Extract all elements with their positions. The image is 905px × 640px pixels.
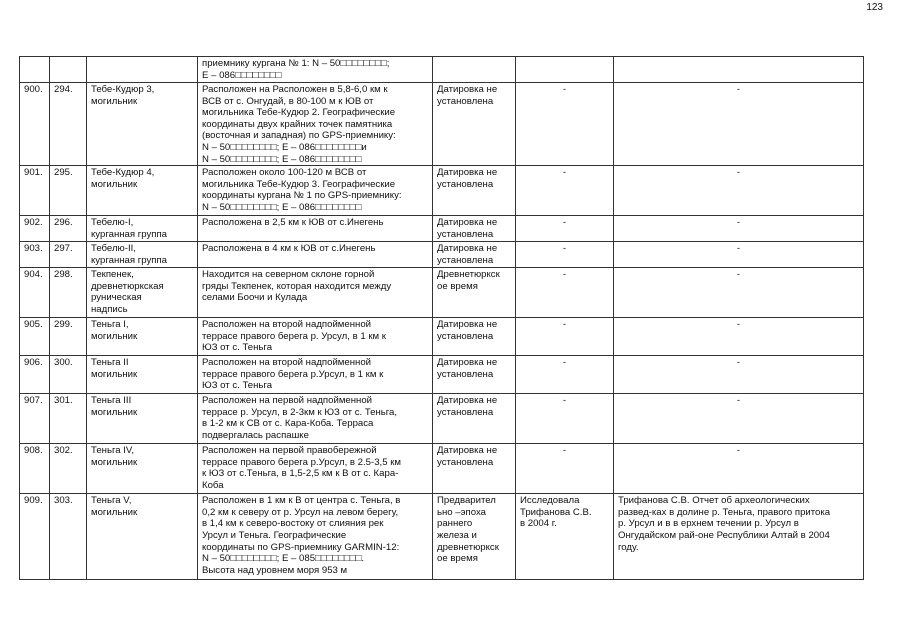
researcher-cell: [516, 166, 614, 216]
location-description-line: Расположен на второй надпойменной: [202, 319, 372, 331]
location-description-cell: [198, 83, 433, 166]
dating-cell: [433, 444, 516, 494]
location-description-cell: [198, 57, 433, 83]
row-number-cell: 902.: [20, 216, 50, 242]
row-number-cell: 906.: [20, 356, 50, 394]
location-description-line: Высота над уровнем моря 953 м: [202, 564, 348, 576]
dating-line: Датировка не: [437, 445, 498, 457]
table-row: [20, 494, 864, 580]
monument-name-line: надпись: [91, 303, 128, 315]
researcher-line: Трифанова С.В.: [520, 506, 592, 518]
monument-name-line: могильник: [91, 368, 138, 380]
literature-line: -: [736, 395, 741, 407]
location-description-line: селами Боочи и Кулада: [202, 292, 308, 304]
location-description-line: в 1,4 км к северо-востоку от слияния рек: [202, 518, 384, 530]
monument-name-line: Тебелю-I,: [91, 217, 134, 229]
dating-line: Датировка не: [437, 167, 498, 179]
researcher-cell: [516, 83, 614, 166]
dating-line: Датировка не: [437, 319, 498, 331]
dating-line: ьно –эпоха: [437, 506, 486, 518]
monument-name-cell: [87, 57, 198, 83]
researcher-cell: [516, 318, 614, 356]
location-description-cell: [198, 268, 433, 318]
registry-id-cell: 302.: [50, 444, 87, 494]
table-row: [20, 356, 864, 394]
dating-cell: [433, 356, 516, 394]
registry-id-cell: 300.: [50, 356, 87, 394]
monument-name-line: могильник: [91, 506, 138, 518]
literature-line: р. Урсул и в в ерхнем течении р. Урсул в: [618, 518, 799, 530]
location-description-line: террасе правого берега р.Урсул, в 2.5-3,5 км: [202, 456, 401, 468]
location-description-line: террасе р. Урсул, в 2-3км к ЮЗ от с. Теньга,: [202, 406, 398, 418]
dating-line: установлена: [437, 368, 494, 380]
dating-line: установлена: [437, 95, 494, 107]
monument-name-line: могильник: [91, 406, 138, 418]
location-description-line: гряды Текпенек, которая находится между: [202, 280, 392, 292]
literature-cell: [614, 494, 864, 580]
dating-line: Датировка не: [437, 217, 498, 229]
researcher-cell: [516, 394, 614, 444]
monument-name-cell: [87, 242, 198, 268]
location-description-cell: [198, 216, 433, 242]
dating-cell: [433, 494, 516, 580]
location-description-cell: [198, 318, 433, 356]
table-row: [20, 242, 864, 268]
literature-line: развед-ках в долине р. Теньга, правого притока: [618, 506, 831, 518]
literature-line: Трифанова С.В. Отчет об археологических: [618, 495, 810, 507]
monument-name-line: курганная группа: [91, 254, 167, 266]
row-number-cell: 907.: [20, 394, 50, 444]
row-number-cell: 904.: [20, 268, 50, 318]
dating-line: установлена: [437, 228, 494, 240]
dating-line: Датировка не: [437, 243, 498, 255]
row-number-cell: [20, 57, 50, 83]
researcher-line: Исследовала: [520, 495, 580, 507]
dating-cell: [433, 83, 516, 166]
registry-id-cell: 295.: [50, 166, 87, 216]
dating-line: установлена: [437, 456, 494, 468]
location-description-cell: [198, 166, 433, 216]
researcher-line: -: [562, 269, 567, 281]
monument-name-line: Текпенек,: [91, 269, 134, 281]
dating-cell: [433, 268, 516, 318]
registry-id-cell: 298.: [50, 268, 87, 318]
literature-cell: [614, 268, 864, 318]
dating-cell: [433, 57, 516, 83]
monument-name-line: могильник: [91, 178, 138, 190]
researcher-cell: [516, 57, 614, 83]
monument-name-line: курганная группа: [91, 228, 167, 240]
dating-line: Датировка не: [437, 357, 498, 369]
dating-line: установлена: [437, 330, 494, 342]
literature-cell: [614, 242, 864, 268]
researcher-cell: [516, 268, 614, 318]
row-number-cell: 900.: [20, 83, 50, 166]
dating-cell: [433, 318, 516, 356]
monument-name-line: руническая: [91, 292, 142, 304]
row-number-cell: 901.: [20, 166, 50, 216]
registry-id-cell: [50, 57, 87, 83]
dating-line: установлена: [437, 254, 494, 266]
location-description-line: террасе правого берега р. Урсул, в 1 км к: [202, 330, 386, 342]
dating-line: железа и: [437, 529, 477, 541]
registry-id-cell: 297.: [50, 242, 87, 268]
researcher-line: -: [562, 445, 567, 457]
dating-cell: [433, 166, 516, 216]
literature-line: году.: [618, 541, 639, 553]
monument-name-line: Теньга IV,: [91, 445, 135, 457]
location-description-line: Урсул и Теньга. Географические: [202, 529, 347, 541]
location-description-line: N – 50□□□□□□□□; E – 085□□□□□□□□.: [202, 553, 365, 565]
table-row: [20, 57, 864, 83]
researcher-line: -: [562, 217, 567, 229]
location-description-cell: [198, 394, 433, 444]
literature-cell: [614, 166, 864, 216]
location-description-line: Расположен около 100-120 м ВСВ от: [202, 167, 367, 179]
dating-line: ое время: [437, 280, 478, 292]
monument-name-line: Теньга III: [91, 395, 132, 407]
location-description-cell: [198, 356, 433, 394]
monument-name-line: Теньга II: [91, 357, 129, 369]
dating-line: Датировка не: [437, 395, 498, 407]
researcher-line: -: [562, 319, 567, 331]
literature-cell: [614, 444, 864, 494]
researcher-cell: [516, 494, 614, 580]
table-row: [20, 318, 864, 356]
literature-line: -: [736, 445, 741, 457]
location-description-line: E – 086□□□□□□□□: [202, 69, 282, 81]
monument-name-line: Теньга I,: [91, 319, 129, 331]
location-description-line: могильника Тебе-Кудюр 3. Географические: [202, 178, 396, 190]
monument-name-cell: [87, 166, 198, 216]
researcher-line: -: [562, 167, 567, 179]
monument-name-cell: [87, 494, 198, 580]
researcher-cell: [516, 356, 614, 394]
monument-name-cell: [87, 394, 198, 444]
monument-name-cell: [87, 268, 198, 318]
table-row: [20, 268, 864, 318]
literature-cell: [614, 318, 864, 356]
location-description-line: Расположен на первой правобережной: [202, 445, 377, 457]
dating-cell: [433, 216, 516, 242]
researcher-line: -: [562, 357, 567, 369]
table-row: [20, 83, 864, 166]
row-number-cell: 909.: [20, 494, 50, 580]
dating-line: Датировка не: [437, 84, 498, 95]
researcher-cell: [516, 242, 614, 268]
location-description-line: Расположен в 1 км к В от центра с. Теньга, в: [202, 495, 401, 507]
dating-line: Древнетюркск: [437, 269, 500, 281]
researcher-line: -: [562, 84, 567, 95]
table-row: [20, 394, 864, 444]
literature-cell: [614, 356, 864, 394]
literature-line: -: [736, 243, 741, 255]
location-description-line: Расположен на Расположен в 5,8-6,0 км к: [202, 84, 388, 95]
location-description-line: Находится на северном склоне горной: [202, 269, 375, 281]
table-row: [20, 444, 864, 494]
location-description-line: приемнику кургана № 1: N – 50□□□□□□□□;: [202, 58, 390, 69]
literature-line: Онгудайском рай-оне Республики Алтай в 2004: [618, 529, 830, 541]
location-description-line: ЮЗ от с. Теньга: [202, 342, 273, 354]
monument-name-line: могильник: [91, 95, 138, 107]
dating-line: ое время: [437, 553, 478, 565]
monument-name-line: могильник: [91, 456, 138, 468]
monuments-table: [19, 56, 864, 580]
monument-name-line: Тебелю-II,: [91, 243, 136, 255]
location-description-line: N – 50□□□□□□□□; E – 086□□□□□□□□: [202, 153, 362, 165]
location-description-line: Расположен на первой надпойменной: [202, 395, 373, 407]
location-description-line: 0,2 км к северу от р. Урсул на левом берегу,: [202, 506, 399, 518]
dating-line: раннего: [437, 518, 473, 530]
location-description-line: к ЮЗ от с.Теньга, в 1,5-2,5 км к В от с. Кара-: [202, 468, 399, 480]
literature-line: -: [736, 84, 741, 95]
researcher-line: -: [562, 243, 567, 255]
registry-id-cell: 294.: [50, 83, 87, 166]
researcher-cell: [516, 444, 614, 494]
literature-cell: [614, 216, 864, 242]
location-description-line: подвергалась распашке: [202, 429, 309, 441]
researcher-cell: [516, 216, 614, 242]
literature-line: -: [736, 217, 741, 229]
researcher-line: в 2004 г.: [520, 518, 557, 530]
location-description-line: в 1-2 км к СВ от с. Кара-Коба. Терраса: [202, 418, 374, 430]
dating-line: установлена: [437, 178, 494, 190]
dating-line: древнетюркск: [437, 541, 499, 553]
location-description-line: ВСВ от с. Онгудай, в 80-100 м к ЮВ от: [202, 95, 374, 107]
monument-name-cell: [87, 83, 198, 166]
literature-line: -: [736, 319, 741, 331]
literature-cell: [614, 394, 864, 444]
location-description-line: террасе правого берега р.Урсул, в 1 км к: [202, 368, 384, 380]
researcher-line: -: [562, 395, 567, 407]
location-description-line: координаты по GPS-приемнику GARMIN-12:: [202, 541, 400, 553]
monument-name-line: могильник: [91, 330, 138, 342]
location-description-line: Расположена в 4 км к ЮВ от с.Инегень: [202, 243, 376, 255]
literature-line: -: [736, 269, 741, 281]
registry-id-cell: 296.: [50, 216, 87, 242]
location-description-line: координаты кургана № 1 по GPS-приемнику:: [202, 190, 402, 202]
literature-cell: [614, 57, 864, 83]
table-row: [20, 166, 864, 216]
location-description-line: N – 50□□□□□□□□; E – 086□□□□□□□□: [202, 201, 362, 213]
dating-line: установлена: [437, 406, 494, 418]
monument-name-line: древнетюркская: [91, 280, 164, 292]
literature-cell: [614, 83, 864, 166]
monument-name-cell: [87, 318, 198, 356]
location-description-cell: [198, 444, 433, 494]
location-description-line: Коба: [202, 479, 224, 491]
monument-name-line: Теньга V,: [91, 495, 132, 507]
location-description-line: ЮЗ от с. Теньга: [202, 380, 273, 392]
monument-name-line: Тебе-Кудюр 4,: [91, 167, 155, 179]
location-description-line: (восточная и западная) по GPS-приемнику:: [202, 130, 396, 142]
page-number: 123: [866, 2, 883, 13]
location-description-line: Расположен на второй надпойменной: [202, 357, 372, 369]
location-description-line: координаты двух крайних точек памятника: [202, 118, 393, 130]
row-number-cell: 908.: [20, 444, 50, 494]
location-description-line: Расположена в 2,5 км к ЮВ от с.Инегень: [202, 217, 384, 229]
location-description-line: могильника Тебе-Кудюр 2. Географические: [202, 107, 396, 119]
table-row: [20, 216, 864, 242]
row-number-cell: 905.: [20, 318, 50, 356]
row-number-cell: 903.: [20, 242, 50, 268]
registry-id-cell: 303.: [50, 494, 87, 580]
monument-name-cell: [87, 444, 198, 494]
literature-line: -: [736, 357, 741, 369]
dating-cell: [433, 242, 516, 268]
monument-name-cell: [87, 216, 198, 242]
dating-line: Предварител: [437, 495, 496, 507]
dating-cell: [433, 394, 516, 444]
registry-id-cell: 299.: [50, 318, 87, 356]
literature-line: -: [736, 167, 741, 179]
monument-name-cell: [87, 356, 198, 394]
registry-id-cell: 301.: [50, 394, 87, 444]
location-description-cell: [198, 494, 433, 580]
location-description-line: N – 50□□□□□□□□; E – 086□□□□□□□□и: [202, 141, 367, 153]
monument-name-line: Тебе-Кудюр 3,: [91, 84, 155, 95]
location-description-cell: [198, 242, 433, 268]
